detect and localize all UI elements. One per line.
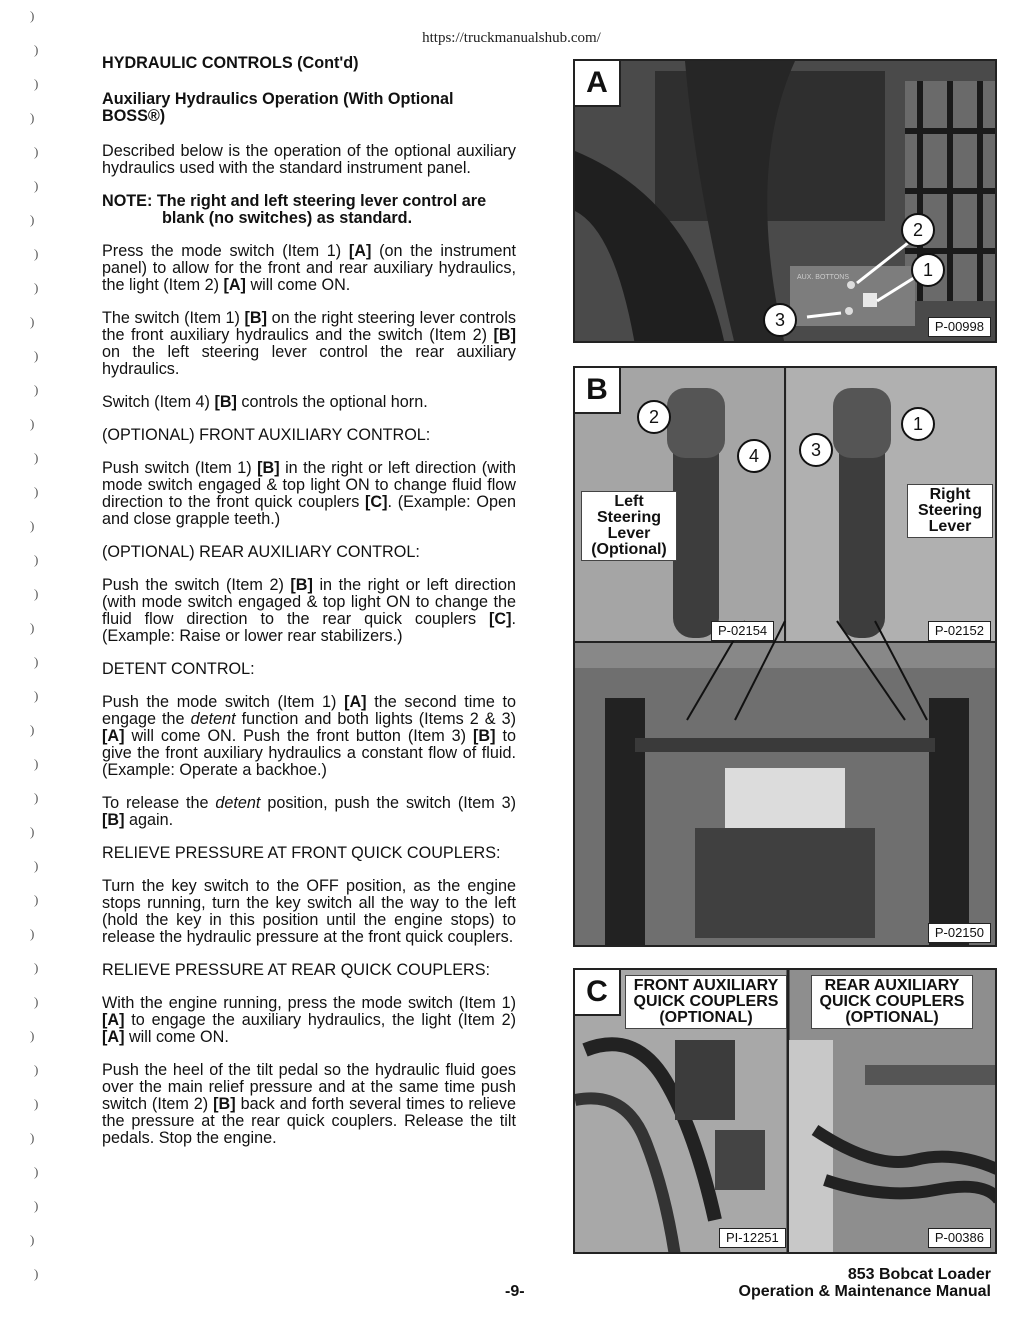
subsection-title: Auxiliary Hydraulics Operation (With Optional BOSS®) bbox=[102, 90, 454, 125]
margin-mark: ) bbox=[34, 1164, 39, 1179]
figure-b-letter: B bbox=[575, 368, 621, 414]
rear-couplers-label: REAR AUXILIARY QUICK COUPLERS (OPTIONAL) bbox=[811, 975, 973, 1029]
relieve-front-heading: RELIEVE PRESSURE AT FRONT QUICK COUPLERS: bbox=[102, 844, 501, 862]
release-detent-paragraph: To release the detent position, push the switch (Item 3) [B] again. bbox=[102, 794, 516, 829]
page-number: -9- bbox=[505, 1283, 525, 1300]
margin-mark: ) bbox=[34, 858, 39, 873]
margin-mark: ) bbox=[30, 1130, 35, 1145]
margin-mark: ) bbox=[34, 484, 39, 499]
margin-mark: ) bbox=[34, 892, 39, 907]
margin-mark: ) bbox=[34, 994, 39, 1009]
detent-heading: DETENT CONTROL: bbox=[102, 660, 255, 678]
section-title: HYDRAULIC CONTROLS (Cont'd) bbox=[102, 54, 359, 72]
figure-c bbox=[573, 968, 997, 1254]
text-column bbox=[102, 55, 516, 1163]
figure-b-right-code: P-02152 bbox=[928, 621, 991, 641]
detent-paragraph: Push the mode switch (Item 1) [A] the second time to engage the detent function and both lights (Items 2 & 3) [A] will come ON. Push the front button (Item 3) [B] to give the front auxiliary hydraulics a constant flow of fluid. (Example: Operate a backhoe.) bbox=[102, 693, 517, 779]
margin-mark: ) bbox=[34, 450, 39, 465]
margin-mark: ) bbox=[34, 1198, 39, 1213]
margin-mark: ) bbox=[30, 1028, 35, 1043]
callout-2: 2 bbox=[901, 213, 935, 247]
rear-aux-paragraph: Push the switch (Item 2) [B] in the right or left direction (with mode switch engaged & top light ON to change the fluid flow direction to the rear quick couplers [C]. (Example: Raise or lower rear stabilizers.) bbox=[102, 576, 516, 645]
margin-mark: ) bbox=[34, 756, 39, 771]
front-couplers-label: FRONT AUXILIARY QUICK COUPLERS (OPTIONAL) bbox=[625, 975, 787, 1029]
margin-mark: ) bbox=[34, 1266, 39, 1281]
intro-paragraph: Described below is the operation of the optional auxiliary hydraulics used with the standard instrument panel. bbox=[102, 142, 516, 177]
margin-mark: ) bbox=[30, 722, 35, 737]
margin-mark: ) bbox=[34, 144, 39, 159]
source-url[interactable]: https://truckmanualshub.com/ bbox=[422, 30, 601, 46]
margin-mark: ) bbox=[30, 824, 35, 839]
margin-mark: ) bbox=[30, 620, 35, 635]
margin-mark: ) bbox=[34, 280, 39, 295]
left-steering-lever-label: Left Steering Lever (Optional) bbox=[581, 491, 677, 561]
margin-mark: ) bbox=[30, 110, 35, 125]
binding-margin-marks bbox=[0, 0, 42, 1320]
margin-mark: ) bbox=[30, 1232, 35, 1247]
horn-paragraph: Switch (Item 4) [B] controls the optional horn. bbox=[102, 393, 428, 411]
figure-a-photo bbox=[575, 61, 997, 343]
panel-label: AUX. BOTTONS bbox=[797, 274, 849, 281]
margin-mark: ) bbox=[30, 416, 35, 431]
manual-title: 853 Bobcat Loader Operation & Maintenance Manual bbox=[738, 1266, 991, 1300]
margin-mark: ) bbox=[34, 1062, 39, 1077]
right-steering-lever-label: Right Steering Lever bbox=[907, 484, 993, 538]
margin-mark: ) bbox=[34, 42, 39, 57]
margin-mark: ) bbox=[30, 212, 35, 227]
relieve-rear-paragraph: With the engine running, press the mode switch (Item 1) [A] to engage the auxiliary hydraulics, the light (Item 2) [A] will come ON. bbox=[102, 994, 516, 1046]
margin-mark: ) bbox=[34, 382, 39, 397]
margin-mark: ) bbox=[34, 654, 39, 669]
margin-mark: ) bbox=[34, 552, 39, 567]
relieve-rear-heading: RELIEVE PRESSURE AT REAR QUICK COUPLERS: bbox=[102, 961, 491, 979]
margin-mark: ) bbox=[30, 314, 35, 329]
callout-4: 4 bbox=[737, 439, 771, 473]
margin-mark: ) bbox=[34, 1096, 39, 1111]
mode-switch-paragraph: Press the mode switch (Item 1) [A] (on the instrument panel) to allow for the front and rear auxiliary hydraulics, the light (Item 2) [A] will come ON. bbox=[102, 242, 516, 294]
figure-c-left-code: PI-12251 bbox=[719, 1228, 786, 1248]
margin-mark: ) bbox=[34, 586, 39, 601]
margin-mark: ) bbox=[34, 688, 39, 703]
figure-c-right-code: P-00386 bbox=[928, 1228, 991, 1248]
margin-mark: ) bbox=[34, 960, 39, 975]
callout-3: 3 bbox=[799, 433, 833, 467]
figure-c-letter: C bbox=[575, 970, 621, 1016]
figure-a-code: P-00998 bbox=[928, 317, 991, 337]
margin-mark: ) bbox=[30, 518, 35, 533]
relieve-front-paragraph: Turn the key switch to the OFF position, as the engine stops running, turn the key switch all the way to the left (hold the key in this position until the engine stops) to release the hydraulic pressure at the front quick couplers. bbox=[102, 877, 516, 946]
figure-b bbox=[573, 366, 997, 947]
front-aux-heading: (OPTIONAL) FRONT AUXILIARY CONTROL: bbox=[102, 426, 431, 444]
rear-aux-heading: (OPTIONAL) REAR AUXILIARY CONTROL: bbox=[102, 543, 420, 561]
callout-3: 3 bbox=[763, 303, 797, 337]
margin-mark: ) bbox=[30, 926, 35, 941]
margin-mark: ) bbox=[34, 178, 39, 193]
margin-mark: ) bbox=[30, 8, 35, 23]
figure-a bbox=[573, 59, 997, 343]
callout-2: 2 bbox=[637, 400, 671, 434]
margin-mark: ) bbox=[34, 76, 39, 91]
figure-b-left-code: P-02154 bbox=[711, 621, 774, 641]
figure-a-letter: A bbox=[575, 61, 621, 107]
tilt-pedal-paragraph: Push the heel of the tilt pedal so the hydraulic fluid goes over the main relief pressure and at the same time push switch (Item 2) [B] back and forth several times to relieve the pressure at the rear quick couplers. Release the tilt pedals. Stop the engine. bbox=[102, 1061, 517, 1147]
note-paragraph: NOTE: The right and left steering lever control are blank (no switches) as standard. bbox=[102, 192, 487, 227]
margin-mark: ) bbox=[34, 348, 39, 363]
callout-1: 1 bbox=[911, 253, 945, 287]
callout-1: 1 bbox=[901, 407, 935, 441]
margin-mark: ) bbox=[34, 790, 39, 805]
figure-b-bottom-code: P-02150 bbox=[928, 923, 991, 943]
front-aux-paragraph: Push switch (Item 1) [B] in the right or left direction (with mode switch engaged & top light ON to change fluid flow direction to the front quick couplers [C]. (Example: Open and close grapple teeth.) bbox=[102, 459, 516, 528]
steering-switch-paragraph: The switch (Item 1) [B] on the right steering lever controls the front auxiliary hydraulics and the switch (Item 2) [B] on the left steering lever control the rear auxiliary hydraulics. bbox=[102, 309, 516, 378]
figure-b-photo bbox=[575, 368, 997, 947]
margin-mark: ) bbox=[34, 246, 39, 261]
